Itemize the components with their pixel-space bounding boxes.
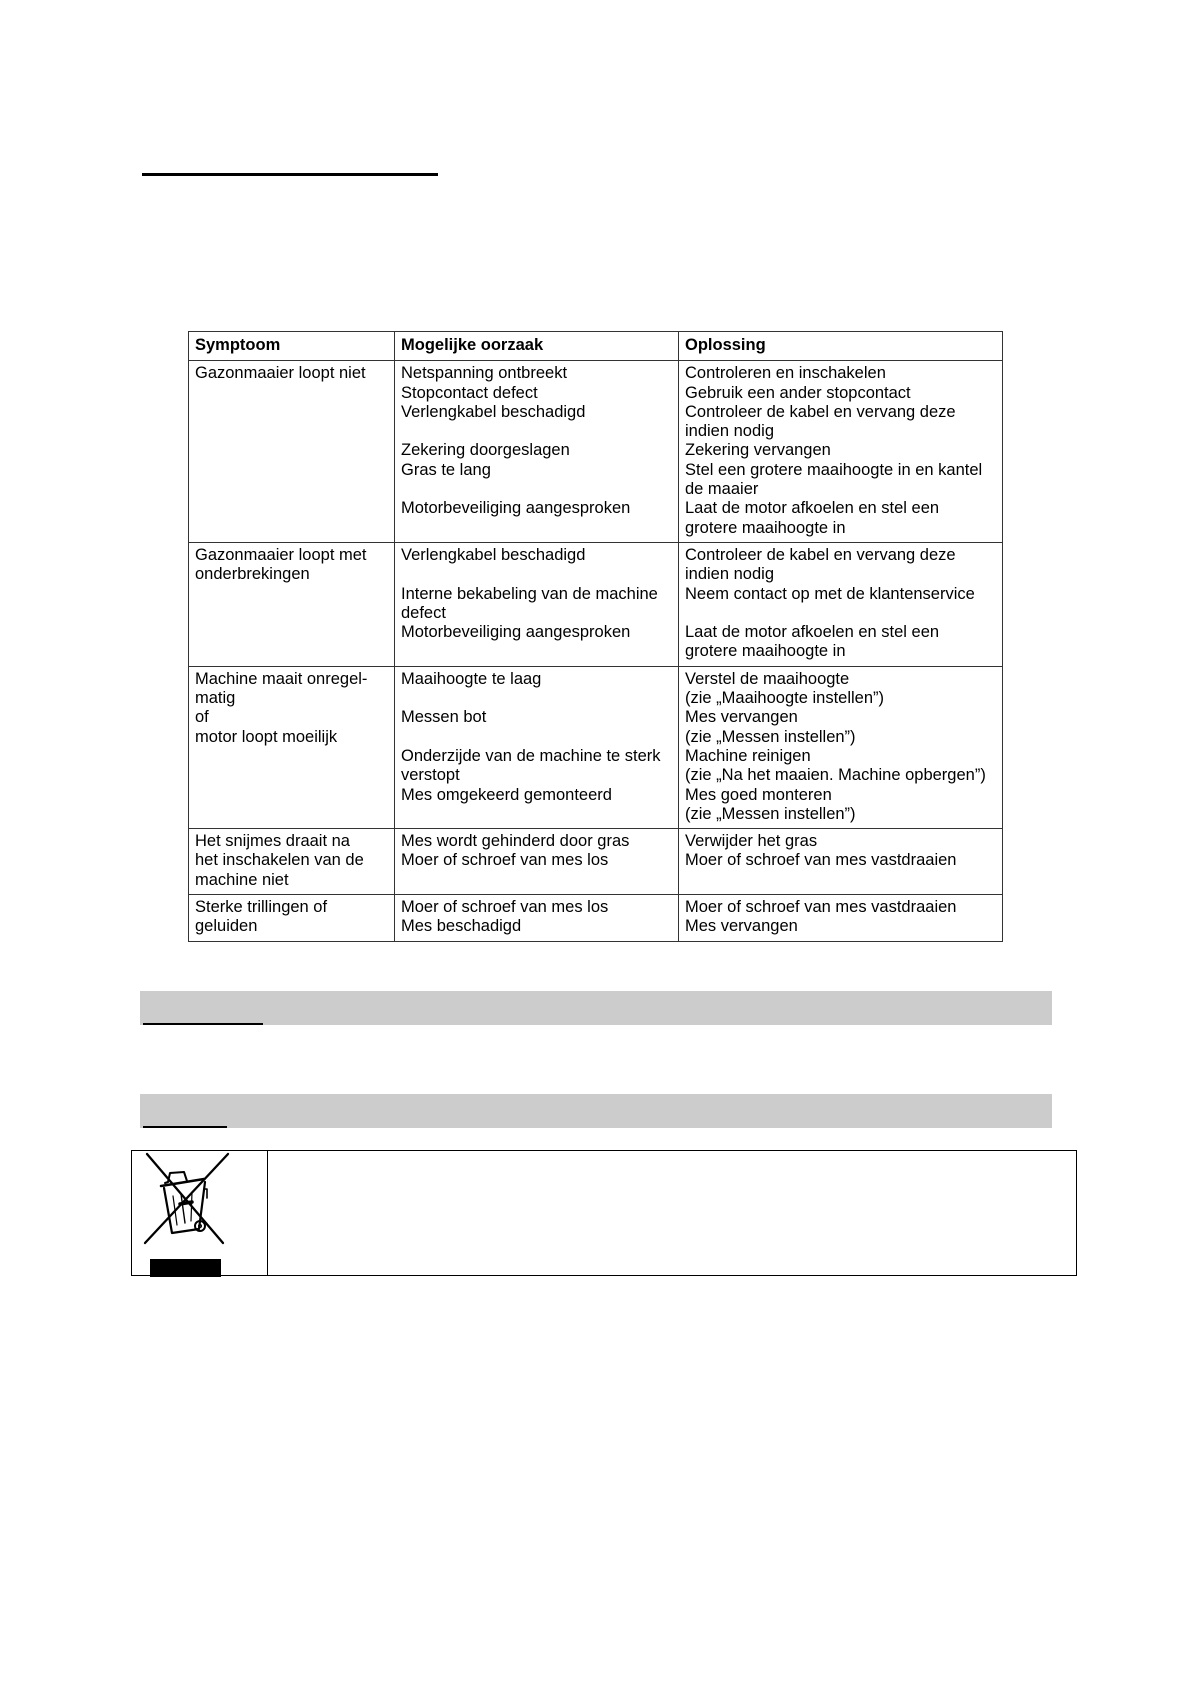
- cell-line: onderbrekingen: [195, 565, 310, 584]
- cell-line: Moer of schroef van mes vastdraaien: [685, 898, 957, 917]
- cell-line: Mes omgekeerd gemonteerd: [401, 785, 612, 804]
- section-heading-underline: [143, 1126, 227, 1128]
- cell-line: de maaier: [685, 480, 759, 499]
- cell-line: indien nodig: [685, 422, 774, 441]
- cell-line: Mes beschadigd: [401, 917, 522, 936]
- cell-line: Moer of schroef van mes los: [401, 851, 609, 870]
- cause-cell: [395, 895, 679, 942]
- cell-line: Moer of schroef van mes los: [401, 898, 609, 917]
- cell-line: Netspanning ontbreekt: [401, 364, 568, 383]
- table-row: [189, 666, 1003, 828]
- cell-line: Zekering vervangen: [685, 441, 831, 460]
- cell-line: Sterke trillingen of: [195, 898, 328, 917]
- cause-cell: [395, 666, 679, 828]
- cell-line: grotere maaihoogte in: [685, 642, 846, 661]
- cell-line: Gebruik een ander stopcontact: [685, 383, 911, 402]
- header-symptom: Symptoom: [189, 332, 395, 361]
- section-heading-bar: [140, 1094, 1052, 1128]
- cell-line: Mes wordt gehinderd door gras: [401, 832, 630, 851]
- cell-line: machine niet: [195, 870, 289, 889]
- solution-cell: [679, 666, 1003, 828]
- cell-line: Mes vervangen: [685, 917, 798, 936]
- cell-line: Verwijder het gras: [685, 832, 818, 851]
- section-heading-bar: [140, 991, 1052, 1025]
- disposal-icon-cell: [132, 1151, 268, 1275]
- cell-line: Motorbeveiliging aangesproken: [401, 623, 631, 642]
- cell-line: Mes goed monteren: [685, 785, 832, 804]
- cause-cell: [395, 542, 679, 666]
- cell-line: (zie „Na het maaien. Machine opbergen”): [685, 766, 986, 785]
- cell-line: geluiden: [195, 917, 258, 936]
- cell-line: verstopt: [401, 766, 460, 785]
- cell-line: [401, 480, 672, 499]
- cell-line: Machine maait onregel-: [195, 669, 368, 688]
- symptom-cell: [189, 542, 395, 666]
- header-cause: Mogelijke oorzaak: [395, 332, 679, 361]
- table-row: [189, 361, 1003, 543]
- solution-cell: [679, 829, 1003, 895]
- cell-line: Laat de motor afkoelen en stel een: [685, 623, 940, 642]
- cell-line: Gras te lang: [401, 460, 491, 479]
- table-header-row: [189, 332, 1003, 361]
- cause-cell: [395, 361, 679, 543]
- disposal-text-cell: [268, 1151, 1076, 1275]
- cell-line: (zie „Messen instellen”): [685, 727, 856, 746]
- cell-line: [401, 728, 672, 747]
- cell-line: of: [195, 708, 209, 727]
- cell-line: grotere maaihoogte in: [685, 518, 846, 537]
- cell-line: Verlengkabel beschadigd: [401, 402, 586, 421]
- cell-line: Verlengkabel beschadigd: [401, 545, 586, 564]
- cell-line: [401, 689, 672, 708]
- cell-line: Machine reinigen: [685, 746, 811, 765]
- table-row: [189, 542, 1003, 666]
- symptom-cell: [189, 895, 395, 942]
- cell-line: Verstel de maaihoogte: [685, 669, 850, 688]
- cell-line: Messen bot: [401, 708, 487, 727]
- cell-line: Stopcontact defect: [401, 383, 538, 402]
- cell-line: Gazonmaaier loopt niet: [195, 364, 366, 383]
- cell-line: Zekering doorgeslagen: [401, 441, 570, 460]
- cell-line: (zie „Maaihoogte instellen”): [685, 689, 885, 708]
- cell-line: Mes vervangen: [685, 708, 798, 727]
- solution-cell: [679, 895, 1003, 942]
- cell-line: Moer of schroef van mes vastdraaien: [685, 851, 957, 870]
- solution-cell: [679, 361, 1003, 543]
- cell-line: het inschakelen van de: [195, 851, 364, 870]
- cell-line: Stel een grotere maaihoogte in en kantel: [685, 460, 983, 479]
- symptom-cell: [189, 829, 395, 895]
- troubleshooting-table: [188, 331, 1003, 942]
- solution-cell: [679, 542, 1003, 666]
- cell-line: [685, 604, 996, 623]
- cell-line: Motorbeveiliging aangesproken: [401, 499, 631, 518]
- cell-line: indien nodig: [685, 565, 774, 584]
- table-row: [189, 829, 1003, 895]
- disposal-notice-box: [131, 1150, 1077, 1276]
- cell-line: Maaihoogte te laag: [401, 669, 542, 688]
- cell-line: Interne bekabeling van de machine: [401, 584, 658, 603]
- symptom-cell: [189, 666, 395, 828]
- cell-line: Controleer de kabel en vervang deze: [685, 402, 956, 421]
- cell-line: matig: [195, 689, 236, 708]
- cell-line: Laat de motor afkoelen en stel een: [685, 499, 940, 518]
- cell-line: motor loopt moeilijk: [195, 727, 338, 746]
- symptom-cell: [189, 361, 395, 543]
- cell-line: Onderzijde van de machine te sterk: [401, 746, 661, 765]
- cell-line: [401, 422, 672, 441]
- cell-line: [401, 565, 672, 584]
- table-row: [189, 895, 1003, 942]
- heading-underline: [142, 173, 438, 176]
- cell-line: Het snijmes draait na: [195, 832, 350, 851]
- cause-cell: [395, 829, 679, 895]
- cell-line: Controleren en inschakelen: [685, 364, 886, 383]
- cell-line: Neem contact op met de klantenservice: [685, 584, 975, 603]
- cell-line: Controleer de kabel en vervang deze: [685, 545, 956, 564]
- cell-line: Gazonmaaier loopt met: [195, 545, 367, 564]
- crossed-out-wheelie-bin-icon: [132, 1151, 268, 1277]
- cell-line: (zie „Messen instellen”): [685, 804, 856, 823]
- section-heading-underline: [143, 1023, 263, 1025]
- cell-line: defect: [401, 603, 446, 622]
- header-solution: Oplossing: [679, 332, 1003, 361]
